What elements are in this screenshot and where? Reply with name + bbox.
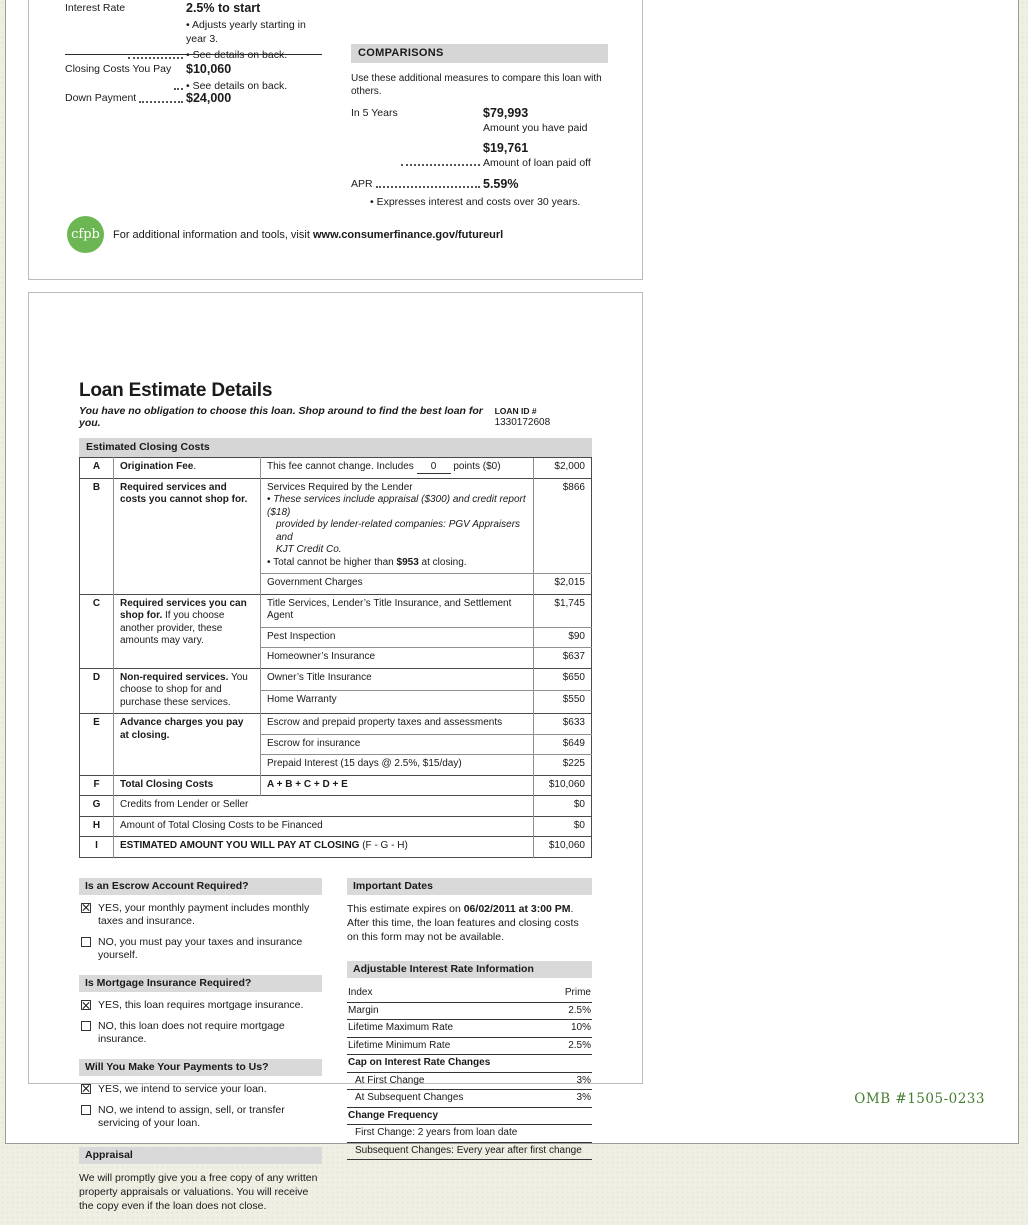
questions-column xyxy=(79,878,322,1225)
option-label: NO, we intend to assign, sell, or transfer servicing of your loan. xyxy=(98,1104,322,1131)
row-detail: Prepaid Interest (15 days @ 2.5%, $15/day) xyxy=(261,755,534,776)
page-subtitle: You have no obligation to choose this loan. Shop around to find the best loan for you. xyxy=(79,405,495,429)
rate-row-subsequent-changes: At Subsequent Changes 3% xyxy=(347,1090,592,1108)
dot-leader xyxy=(128,57,183,59)
row-detail: Home Warranty xyxy=(261,691,534,714)
loan-id xyxy=(495,406,592,428)
table-row-D xyxy=(80,668,592,691)
option-label: YES, this loan requires mortgage insurance. xyxy=(98,999,322,1013)
dot-leader xyxy=(401,164,480,166)
row-description: Origination Fee. xyxy=(114,458,261,479)
loan-id-label: LOAN ID # xyxy=(495,406,537,416)
row-letter: I xyxy=(80,837,114,858)
row-detail: Pest Inspection xyxy=(261,627,534,648)
row-detail: Title Services, Lender’s Title Insurance, and Settlement Agent xyxy=(261,594,534,627)
option-label: NO, this loan does not require mortgage insurance. xyxy=(98,1020,322,1047)
document-viewer-panel xyxy=(5,0,1019,1144)
row-amount: $0 xyxy=(534,796,592,817)
loan-estimate-page-2 xyxy=(28,292,643,1084)
down-payment-row xyxy=(65,92,323,106)
checkbox-unchecked-icon[interactable] xyxy=(81,1105,91,1115)
row-letter: D xyxy=(80,668,114,714)
rate-row-lifetime-max: Lifetime Maximum Rate 10% xyxy=(347,1020,592,1038)
row-text: ESTIMATED AMOUNT YOU WILL PAY AT CLOSING (F - G - H) xyxy=(114,837,534,858)
row-amount: $0 xyxy=(534,816,592,837)
page-title: Loan Estimate Details xyxy=(79,381,592,400)
row-letter: H xyxy=(80,816,114,837)
rate-row-first-change: At First Change 3% xyxy=(347,1073,592,1091)
apr-label: APR xyxy=(351,178,373,192)
loan-paid-off-value: $19,761 xyxy=(483,142,608,156)
row-detail: Escrow for insurance xyxy=(261,734,534,755)
row-detail: This fee cannot change. Includes 0 points ($0) xyxy=(261,458,534,479)
in-5-years-label: In 5 Years xyxy=(351,107,398,169)
row-description: Required services you can shop for. If you choose another provider, these amounts may vary. xyxy=(114,594,261,668)
adjustable-rate-header: Adjustable Interest Rate Information xyxy=(347,961,592,978)
mortgage-insurance-question-section xyxy=(79,975,322,1047)
row-detail: Escrow and prepaid property taxes and assessments xyxy=(261,714,534,735)
loan-estimate-page-1 xyxy=(28,0,643,280)
interest-rate-value: 2.5% to start xyxy=(186,1,260,15)
row-amount: $649 xyxy=(534,734,592,755)
estimated-closing-costs-header-bar: Estimated Closing Costs xyxy=(79,438,592,457)
row-detail: Services Required by the Lender • These services include appraisal ($300) and credit report ($18) provided by lender-related companies: PGV Appraisers and KJT Credit Co. • Total cannot be higher than $953 at closing. xyxy=(261,478,534,574)
closing-costs-value: $10,060 xyxy=(186,62,231,76)
adjustable-rate-section xyxy=(347,961,592,1160)
apr-note: • Expresses interest and costs over 30 years. xyxy=(351,196,608,208)
comparisons-header-bar: COMPARISONS xyxy=(351,44,608,63)
closing-costs-row xyxy=(65,63,323,93)
interest-rate-label: Interest Rate xyxy=(65,2,125,62)
row-amount: $2,015 xyxy=(534,574,592,595)
row-text: Amount of Total Closing Costs to be Financed xyxy=(114,816,534,837)
row-amount: $225 xyxy=(534,755,592,776)
row-amount: $90 xyxy=(534,627,592,648)
row-letter: G xyxy=(80,796,114,817)
dot-leader xyxy=(376,186,480,188)
rate-row-margin: Margin 2.5% xyxy=(347,1003,592,1021)
cfpb-logo-icon: cfpb xyxy=(67,216,104,253)
option-label: NO, you must pay your taxes and insurance yourself. xyxy=(98,936,322,963)
table-row-A xyxy=(80,458,592,479)
checkbox-unchecked-icon[interactable] xyxy=(81,1021,91,1031)
option-label: YES, we intend to service your loan. xyxy=(98,1083,322,1097)
row-amount: $2,000 xyxy=(534,458,592,479)
checkbox-checked-icon[interactable] xyxy=(81,903,91,913)
important-dates-section xyxy=(347,878,592,945)
rate-row-cap-header: Cap on Interest Rate Changes xyxy=(347,1055,592,1073)
row-description: Required services and costs you cannot shop for. xyxy=(114,478,261,594)
omb-number: OMB #1505-0233 xyxy=(854,1091,985,1107)
table-row-B xyxy=(80,478,592,574)
in-5-years-row xyxy=(351,107,608,169)
row-detail: Government Charges xyxy=(261,574,534,595)
dates-and-rate-column xyxy=(347,878,592,1225)
rate-row-index: Index Prime xyxy=(347,985,592,1003)
servicing-yes-option xyxy=(79,1083,322,1097)
closing-costs-bullet: • See details on back. xyxy=(186,79,323,93)
mortgage-insurance-question-header: Is Mortgage Insurance Required? xyxy=(79,975,322,992)
footer-url-link[interactable]: www.consumerfinance.gov/futureurl xyxy=(313,229,503,241)
row-amount: $10,060 xyxy=(534,837,592,858)
comparisons-section xyxy=(351,44,608,208)
footer-text: For additional information and tools, visit xyxy=(113,229,310,241)
table-row-H xyxy=(80,816,592,837)
appraisal-text: We will promptly give you a free copy of any written property appraisals or valuations. You will receive the copy even if the loan does not close. xyxy=(79,1171,322,1214)
escrow-no-option xyxy=(79,936,322,963)
important-dates-text: This estimate expires on 06/02/2011 at 3:00 PM. After this time, the loan features and closing costs on this form may not be available. xyxy=(347,902,592,945)
rate-row-first-change-when: First Change: 2 years from loan date xyxy=(347,1125,592,1143)
row-letter: C xyxy=(80,594,114,668)
row-description: Non-required services. You choose to shop for and purchase these services. xyxy=(114,668,261,714)
loan-paid-off-caption: Amount of loan paid off xyxy=(483,157,608,169)
row-letter: F xyxy=(80,775,114,796)
table-row-F xyxy=(80,775,592,796)
servicing-question-header: Will You Make Your Payments to Us? xyxy=(79,1059,322,1076)
escrow-question-section xyxy=(79,878,322,964)
loan-id-value: 1330172608 xyxy=(495,417,551,428)
row-amount: $1,745 xyxy=(534,594,592,627)
adjustable-rate-table xyxy=(347,985,592,1160)
important-dates-header: Important Dates xyxy=(347,878,592,895)
checkbox-checked-icon[interactable] xyxy=(81,1084,91,1094)
row-description: Total Closing Costs xyxy=(114,775,261,796)
rate-row-subsequent-when: Subsequent Changes: Every year after first change xyxy=(347,1143,592,1161)
row-amount: $866 xyxy=(534,478,592,574)
row-detail: A + B + C + D + E xyxy=(261,775,534,796)
down-payment-value: $24,000 xyxy=(186,91,231,105)
row-text: Credits from Lender or Seller xyxy=(114,796,534,817)
mi-no-option xyxy=(79,1020,322,1047)
appraisal-header: Appraisal xyxy=(79,1147,322,1164)
rate-row-frequency-header: Change Frequency xyxy=(347,1108,592,1126)
amount-paid-value: $79,993 xyxy=(483,107,608,121)
amount-paid-caption: Amount you have paid xyxy=(483,122,608,134)
dot-leader xyxy=(139,101,183,103)
row-detail: Owner’s Title Insurance xyxy=(261,668,534,691)
section-divider xyxy=(65,54,322,55)
interest-rate-bullet-2: • See details on back. xyxy=(186,48,323,62)
table-row-C xyxy=(80,594,592,627)
comparisons-intro: Use these additional measures to compare this loan with others. xyxy=(351,72,608,98)
row-detail: Homeowner’s Insurance xyxy=(261,648,534,669)
table-row-E xyxy=(80,714,592,735)
row-letter: A xyxy=(80,458,114,479)
row-letter: B xyxy=(80,478,114,594)
apr-value: 5.59% xyxy=(483,177,518,191)
rate-row-lifetime-min: Lifetime Minimum Rate 2.5% xyxy=(347,1038,592,1056)
servicing-question-section xyxy=(79,1059,322,1131)
cfpb-footer xyxy=(67,216,503,253)
row-amount: $633 xyxy=(534,714,592,735)
escrow-question-header: Is an Escrow Account Required? xyxy=(79,878,322,895)
table-row-G xyxy=(80,796,592,817)
apr-row xyxy=(351,178,608,192)
option-label: YES, your monthly payment includes monthly taxes and insurance. xyxy=(98,902,322,929)
row-amount: $650 xyxy=(534,668,592,691)
row-letter: E xyxy=(80,714,114,776)
escrow-yes-option xyxy=(79,902,322,929)
checkbox-checked-icon[interactable] xyxy=(81,1000,91,1010)
table-row-I xyxy=(80,837,592,858)
row-amount: $10,060 xyxy=(534,775,592,796)
appraisal-section xyxy=(79,1147,322,1214)
dot-leader xyxy=(174,88,183,90)
checkbox-unchecked-icon[interactable] xyxy=(81,937,91,947)
row-amount: $550 xyxy=(534,691,592,714)
closing-costs-table xyxy=(79,457,592,858)
interest-rate-bullet-1: • Adjusts yearly starting in year 3. xyxy=(186,18,323,46)
closing-costs-label: Closing Costs You Pay xyxy=(65,63,171,93)
servicing-no-option xyxy=(79,1104,322,1131)
row-amount: $637 xyxy=(534,648,592,669)
row-description: Advance charges you pay at closing. xyxy=(114,714,261,776)
down-payment-label: Down Payment xyxy=(65,92,136,106)
mi-yes-option xyxy=(79,999,322,1013)
